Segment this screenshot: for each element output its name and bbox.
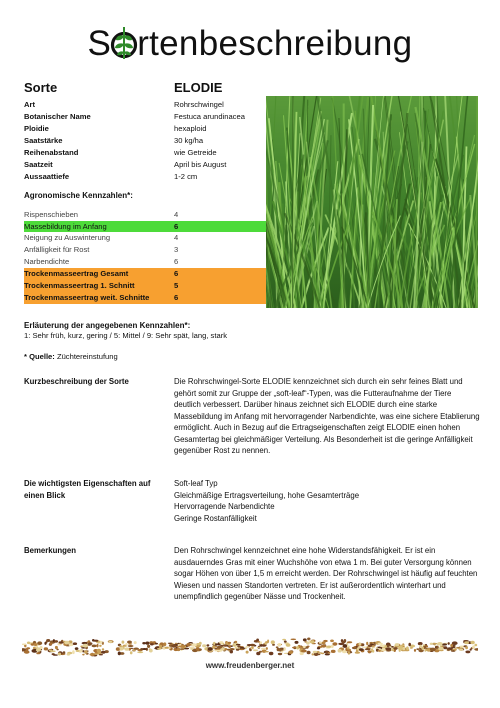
attribute-label: Aussaattiefe (24, 172, 70, 181)
seed-grain (408, 643, 411, 647)
agro-table (24, 209, 268, 304)
seed-grain (368, 644, 372, 647)
seed-grain (207, 644, 210, 646)
seed-grain (202, 644, 206, 647)
seed-grain (278, 643, 282, 647)
agro-row-highlight-green (24, 221, 268, 232)
seed-grain (145, 642, 149, 645)
seed-grain (470, 641, 474, 645)
seed-grain (303, 638, 307, 641)
seed-grain (371, 648, 373, 652)
seed-strip-divider (22, 637, 478, 657)
seed-grain (128, 643, 132, 645)
seed-grain (130, 651, 133, 654)
agro-row (24, 244, 268, 256)
seed-grain (331, 645, 334, 648)
seed-grain (102, 648, 104, 650)
seed-grain (27, 642, 30, 645)
agro-label: Trockenmasseertrag 1. Schnitt (24, 281, 135, 290)
seed-grain (370, 643, 373, 644)
seed-grain (75, 647, 79, 650)
source-label: * Quelle: (24, 352, 55, 361)
attribute-row (24, 159, 264, 171)
seed-grain (282, 639, 286, 641)
seed-grain (380, 645, 385, 648)
short-description-label: Kurzbeschreibung der Sorte (24, 377, 129, 386)
seed-grain (67, 653, 71, 655)
seed-grain (118, 652, 121, 656)
seed-grain (295, 641, 299, 644)
seed-grain (44, 647, 48, 650)
seed-grain (470, 649, 472, 651)
seed-grain (347, 641, 352, 643)
seed-grain (224, 648, 227, 650)
seed-grain (69, 643, 74, 646)
seed-grain (159, 645, 162, 648)
seed-grain (125, 643, 127, 646)
seed-grain (80, 646, 83, 648)
seed-grain (76, 650, 80, 652)
seed-logo-icon (111, 28, 137, 58)
seed-grain (155, 643, 158, 645)
attribute-row (24, 147, 264, 159)
agro-value: 6 (174, 257, 179, 266)
seed-grain (97, 644, 99, 648)
agro-label: Rispenschieben (24, 210, 79, 219)
seed-grain (391, 646, 394, 648)
seed-grain (134, 641, 137, 644)
title-part-1: S (87, 24, 112, 63)
source-note (24, 352, 118, 361)
seed-grain (109, 641, 113, 643)
attribute-value: 30 kg/ha (174, 136, 204, 145)
feature-item: Hervorragende Narbendichte (174, 502, 275, 511)
seed-grain (236, 648, 239, 650)
seed-grain (37, 641, 42, 645)
seed-grain (120, 647, 124, 651)
seed-grain (317, 647, 320, 649)
seed-grain (26, 647, 30, 649)
seed-grain (133, 649, 136, 651)
sorte-value: ELODIE (174, 80, 223, 95)
seed-grain (116, 647, 120, 651)
seed-grain (101, 651, 106, 654)
attribute-value: April bis August (174, 160, 227, 169)
seed-grain (310, 640, 315, 643)
seed-grain (448, 642, 450, 645)
seed-grain (168, 643, 172, 644)
seed-grain (230, 650, 233, 653)
seed-grain (163, 642, 166, 646)
seed-grain (142, 648, 148, 650)
seed-grain (281, 651, 283, 653)
seed-grain (177, 648, 180, 651)
seed-grain (227, 645, 229, 647)
agro-label: Narbendichte (24, 257, 70, 266)
key-features-list (174, 478, 480, 524)
seed-grain (313, 651, 318, 653)
agro-label: Neigung zu Auswinterung (24, 233, 111, 242)
seed-grain (457, 648, 463, 650)
attribute-row (24, 99, 264, 111)
seed-grain (395, 643, 400, 646)
seed-grain (34, 643, 38, 646)
seed-grain (178, 644, 182, 646)
seed-grain (454, 648, 457, 651)
seed-grain (436, 646, 438, 648)
seed-grain (149, 649, 153, 653)
seed-grain (422, 647, 424, 651)
attribute-label: Saatzeit (24, 160, 53, 169)
seed-grain (266, 647, 268, 650)
attribute-label: Art (24, 100, 35, 109)
seed-grain (122, 641, 125, 644)
agro-row-highlight-orange (24, 280, 268, 292)
seed-grain (414, 649, 416, 652)
attribute-value: 1-2 cm (174, 172, 198, 181)
seed-grain (127, 641, 132, 644)
seed-grain (307, 638, 310, 641)
seed-grain (474, 648, 478, 651)
agro-value: 6 (174, 269, 179, 278)
seed-grain (58, 653, 61, 656)
agro-row (24, 209, 268, 221)
grass-photo-image (266, 96, 478, 308)
seed-grain (80, 649, 83, 650)
attribute-value: hexaploid (174, 124, 207, 133)
seed-grain (246, 651, 249, 654)
seed-grain (40, 646, 43, 649)
seed-grain (171, 644, 176, 648)
seed-grain (321, 644, 326, 647)
seed-grain (53, 654, 58, 656)
seed-grain (63, 651, 66, 653)
seed-grain (418, 642, 423, 645)
agro-value: 3 (174, 245, 179, 254)
seed-grain (44, 642, 46, 645)
seed-grain (94, 640, 99, 642)
seed-grain (97, 649, 101, 653)
seed-grain (234, 641, 237, 643)
seed-grain (301, 650, 307, 653)
seed-grain (366, 642, 368, 645)
seed-grain (325, 654, 330, 656)
seed-grain (72, 650, 75, 654)
seed-grain (474, 644, 477, 647)
attribute-label: Reihenabstand (24, 148, 79, 157)
seed-grain (90, 653, 96, 656)
seed-grain (92, 645, 97, 648)
seed-grain (419, 645, 422, 648)
seed-grain (64, 641, 69, 645)
seed-grain (447, 649, 450, 651)
agro-row-highlight-orange (24, 268, 268, 280)
seed-grain (398, 646, 403, 649)
seed-grain (284, 641, 287, 643)
seed-grain (465, 651, 470, 654)
seed-grain (257, 641, 259, 643)
seed-grain (54, 640, 58, 643)
agro-heading: Agronomische Kennzahlen*: (24, 191, 133, 200)
agro-label: Massebildung im Anfang (24, 222, 107, 231)
seed-grain (213, 642, 215, 645)
seed-grain (299, 646, 304, 648)
agro-label: Anfälligkeit für Rost (24, 245, 90, 254)
seed-grain (264, 651, 268, 652)
agro-value: 4 (174, 233, 179, 242)
seed-grain (186, 643, 190, 647)
source-value: Züchtereinstufung (56, 352, 118, 361)
seed-grain (83, 644, 88, 648)
seed-grain (348, 651, 351, 655)
seed-grain (219, 641, 223, 644)
seed-grain (291, 639, 297, 641)
seed-grain (307, 651, 311, 655)
agro-row (24, 256, 268, 268)
seed-grain (228, 642, 231, 644)
seed-grain (355, 652, 360, 654)
seed-grain (49, 643, 52, 646)
seed-grain (385, 647, 391, 650)
attribute-label: Saatstärke (24, 136, 63, 145)
seed-grain (365, 648, 371, 650)
seed-grain (378, 643, 383, 645)
seed-grain (142, 642, 145, 644)
seed-grain (157, 648, 162, 650)
seed-grain (190, 648, 193, 650)
seed-grain (362, 647, 367, 648)
seed-grain (82, 654, 84, 656)
seed-grain (472, 645, 475, 649)
seed-grain (338, 649, 342, 653)
seed-grain (317, 651, 320, 653)
sorte-label: Sorte (24, 80, 58, 95)
agro-row-highlight-orange (24, 292, 268, 304)
seed-grain (464, 641, 469, 644)
attribute-label: Ploidie (24, 124, 49, 133)
seed-grain (430, 648, 436, 652)
seed-grain (236, 647, 238, 649)
website-url[interactable]: www.freudenberger.net (205, 661, 295, 670)
seed-grain (430, 643, 433, 645)
seed-grain (256, 652, 260, 656)
seed-grain (250, 644, 256, 647)
seed-grain (269, 652, 274, 655)
seed-grain (59, 641, 64, 643)
seed-grain (208, 647, 213, 651)
page-title (0, 22, 500, 66)
attribute-value: wie Getreide (174, 148, 217, 157)
seed-grain (191, 643, 197, 646)
agro-label: Trockenmasseertrag weit. Schnitte (24, 293, 150, 302)
seed-grain (150, 643, 154, 645)
remarks-label: Bemerkungen (24, 546, 76, 555)
short-description-text: Die Rohrschwingel-Sorte ELODIE kennzeichnet sich durch ein sehr feines Blatt und gehört somit zur Gruppe der „soft-leaf“-Typen, was die Futteraufnahme der Tiere deutlich verbessert. Darüber hinaus zeichnet sich ELODIE durch eine starke Massebildung im Anfang mit hervorragender Narbendichte, was eine sichere Etablierung ermöglicht. Auch in Bezug auf die Ertragseigenschaften zeigt ELODIE einen hohen Gesamtertag bei gleichmäßiger Verteilung. Als Besonderheit ist die geringe Anfälligkeit gegenüber Rost zu nennen. (174, 377, 480, 455)
seed-grain (217, 650, 222, 652)
seed-grain (459, 649, 463, 651)
agro-label: Trockenmasseertrag Gesamt (24, 269, 129, 278)
key-features-label: Die wichtigsten Eigenschaften auf einen Blick (24, 479, 151, 500)
seed-grain (393, 647, 397, 649)
seed-grain (197, 643, 201, 645)
seed-grain (306, 642, 310, 645)
seed-grain (84, 650, 87, 654)
agro-value: 5 (174, 281, 179, 290)
seed-grain (406, 646, 409, 650)
agro-value: 6 (174, 222, 179, 231)
seed-grain (452, 641, 458, 645)
seed-grain (99, 645, 102, 647)
feature-item: Gleichmäßige Ertragsverteilung, hohe Gesamterträge (174, 490, 360, 500)
seed-grain (283, 647, 285, 651)
feature-item: Geringe Rostanfälligkeit (174, 513, 257, 523)
seed-grain (128, 645, 134, 647)
attribute-list (24, 99, 264, 183)
seed-grain (147, 645, 150, 648)
seed-grain (437, 644, 439, 646)
seed-grain (378, 650, 381, 652)
seed-grain (278, 653, 282, 655)
agro-row (24, 232, 268, 244)
seed-grain (88, 642, 92, 645)
seed-grain (246, 646, 249, 648)
seed-grain (36, 648, 41, 651)
seed-grain (342, 641, 346, 644)
grass-photo (266, 96, 478, 308)
seed-grain (217, 646, 222, 649)
seed-grain (465, 646, 468, 649)
seed-grain (36, 652, 40, 654)
seed-strip-image (22, 637, 478, 657)
attribute-row (24, 123, 264, 135)
seed-grain (359, 648, 364, 651)
attribute-row (24, 135, 264, 147)
seed-grain (257, 647, 260, 649)
seed-grain (331, 650, 336, 653)
feature-item: Soft-leaf Typ (174, 479, 218, 488)
seed-grain (56, 649, 58, 651)
seed-grain (251, 647, 253, 649)
seed-grain (347, 647, 350, 649)
seed-grain (196, 647, 199, 650)
seed-grain (368, 650, 371, 653)
seed-grain (236, 644, 241, 645)
attribute-row (24, 171, 264, 183)
seed-grain (288, 651, 293, 654)
seed-grain (286, 643, 291, 646)
seed-grain (321, 653, 324, 655)
seed-grain (271, 640, 275, 644)
seed-grain (328, 652, 331, 654)
seed-grain (261, 648, 266, 650)
legend-heading: Erläuterung der angegebenen Kennzahlen*: (24, 321, 191, 330)
seed-grain (264, 643, 267, 645)
seed-grain (372, 647, 375, 649)
seed-grain (49, 649, 52, 651)
agro-value: 6 (174, 293, 179, 302)
seed-grain (175, 643, 178, 644)
seed-grain (46, 639, 50, 642)
seed-grain (137, 651, 143, 653)
agro-value: 4 (174, 210, 179, 219)
seed-grain (253, 649, 258, 651)
attribute-value: Festuca arundinacea (174, 112, 245, 121)
seed-grain (73, 642, 77, 645)
seed-grain (330, 640, 334, 643)
title-part-2: rtenbeschreibung (137, 24, 413, 63)
legend-text: 1: Sehr früh, kurz, gering / 5: Mittel / 9: Sehr spät, lang, stark (24, 331, 228, 340)
seed-grain (439, 647, 444, 650)
seed-grain (322, 641, 326, 644)
seed-grain (359, 642, 362, 645)
attribute-row (24, 111, 264, 123)
attribute-label: Botanischer Name (24, 112, 91, 121)
attribute-value: Rohrschwingel (174, 100, 224, 109)
seed-grain (325, 651, 328, 654)
seed-grain (306, 646, 309, 648)
seed-grain (180, 648, 185, 650)
seed-grain (276, 646, 279, 648)
seed-grain (24, 650, 30, 653)
seed-grain (124, 648, 129, 651)
seed-grain (168, 647, 171, 649)
remarks-text: Den Rohrschwingel kennzeichnet eine hohe Widerstandsfähigkeit. Er ist ein ausdauerndes Gras mit einer Wuchshöhe von etwa 1 m. Bei guter Versorgung können sogar Höhen von über 1,5 m erreicht werden. Der Rohrschwingel ist häufig auf feuchten Wiesen und nassen Standorten vertreten. Er ist außerordentlich winterhart und unempfindlich gegenüber Nässe und Trockenheit. (174, 546, 478, 601)
seed-grain (99, 654, 103, 655)
seed-grain (312, 653, 315, 655)
